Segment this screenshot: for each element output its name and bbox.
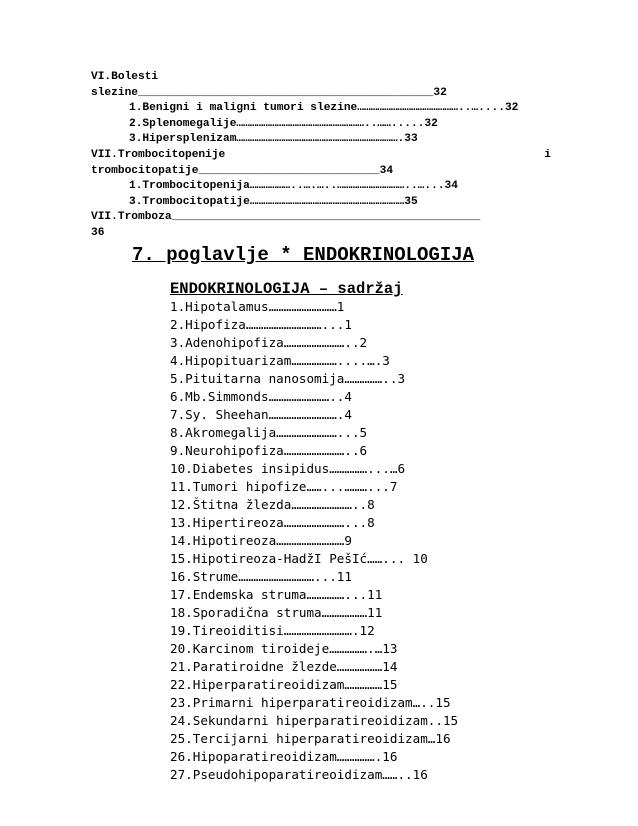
toc-item: 25.Tercijarni hiperparatireoidizam…16 [170, 731, 451, 746]
toc-line-tromboza: VII.Tromboza______________________________________________ [91, 211, 481, 224]
toc-line-section-vi-cont: slezine____________________________________________32 [91, 86, 447, 99]
toc-title: ENDOKRINOLOGIJA – sadržaj [170, 280, 403, 298]
toc-item: 18.Sporadična struma………………11 [170, 605, 383, 620]
toc-line-section-vii [91, 148, 551, 164]
toc-line-trombocitopatije: trombocitopatije___________________________34 [91, 164, 394, 177]
toc-item: 23.Primarni hiperparatireoidizam…..15 [170, 695, 451, 710]
toc-line-section-vi: VI.Bolesti [91, 71, 159, 83]
toc-line-trombocitopatije-sub: 3.Trombocitopatije……………………………………………………………35 [129, 195, 418, 208]
toc-item: 20.Karcinom tiroideje…………….…13 [170, 641, 398, 656]
toc-item: 11.Tumori hipofize……...………...7 [170, 479, 398, 494]
toc-item: 13.Hipertireoza……………………...8 [170, 515, 375, 530]
toc-item: 2.Hipofiza…………………………...1 [170, 317, 352, 332]
endocrinology-toc-list [170, 298, 458, 784]
toc-item: 24.Sekundarni hiperparatireoidizam..15 [170, 713, 459, 728]
toc-item: 21.Paratiroidne žlezde………………14 [170, 659, 398, 674]
toc-item: 9.Neurohipofiza……………………..6 [170, 443, 368, 458]
toc-item: 7.Sy. Sheehan……………………….4 [170, 407, 352, 422]
toc-item: 10.Diabetes insipidus……………...…6 [170, 461, 406, 476]
toc-item: 26.Hipoparatireoidizam…………….16 [170, 749, 398, 764]
toc-item: 5.Pituitarna nanosomija……………..3 [170, 371, 406, 386]
toc-item: 3.Adenohipofiza……………………..2 [170, 335, 368, 350]
toc-line-section-vii-title: VII.Trombocitopenije [91, 148, 226, 161]
toc-item: 4.Hipopituarizam………………....….3 [170, 353, 390, 368]
chapter-heading: 7. poglavlje * ENDOKRINOLOGIJA [132, 244, 475, 266]
toc-line-splenomegalije: 2.Splenomegalije…………………………………………………..…….....32 [129, 117, 438, 130]
toc-item: 27.Pseudohipoparatireoidizam……..16 [170, 767, 428, 782]
toc-item: 8.Akromegalija……………………...5 [170, 425, 368, 440]
toc-item: 14.Hipotireoza………………………9 [170, 533, 352, 548]
toc-item: 17.Endemska struma……………...11 [170, 587, 383, 602]
toc-item: 19.Tireoiditisi……………………….12 [170, 623, 375, 638]
toc-item: 16.Strume…………………………...11 [170, 569, 352, 584]
previous-chapter-toc [91, 70, 551, 242]
toc-item: 22.Hiperparatireoidizam……………15 [170, 677, 398, 692]
toc-line-hipersplenizam: 3.Hipersplenizam……………………………………………………………….33 [129, 133, 418, 146]
toc-line-trombocitopenija: 1.Trombocitopenija………………..….…..…………………………..…...34 [129, 180, 458, 193]
toc-line-tumori-slezine: 1.Benigni i maligni tumori slezine………………………………………..…....32 [129, 102, 519, 115]
toc-item: 15.Hipotireoza-HadžI PešIć……... 10 [170, 551, 428, 566]
toc-item: 6.Mb.Simmonds……………………..4 [170, 389, 352, 404]
toc-item: 1.Hipotalamus………………………1 [170, 299, 345, 314]
toc-item: 12.Štitna žlezda……………………..8 [170, 497, 375, 512]
toc-line-tromboza-page: 36 [91, 226, 105, 239]
toc-line-section-vii-conj: i [544, 148, 551, 161]
